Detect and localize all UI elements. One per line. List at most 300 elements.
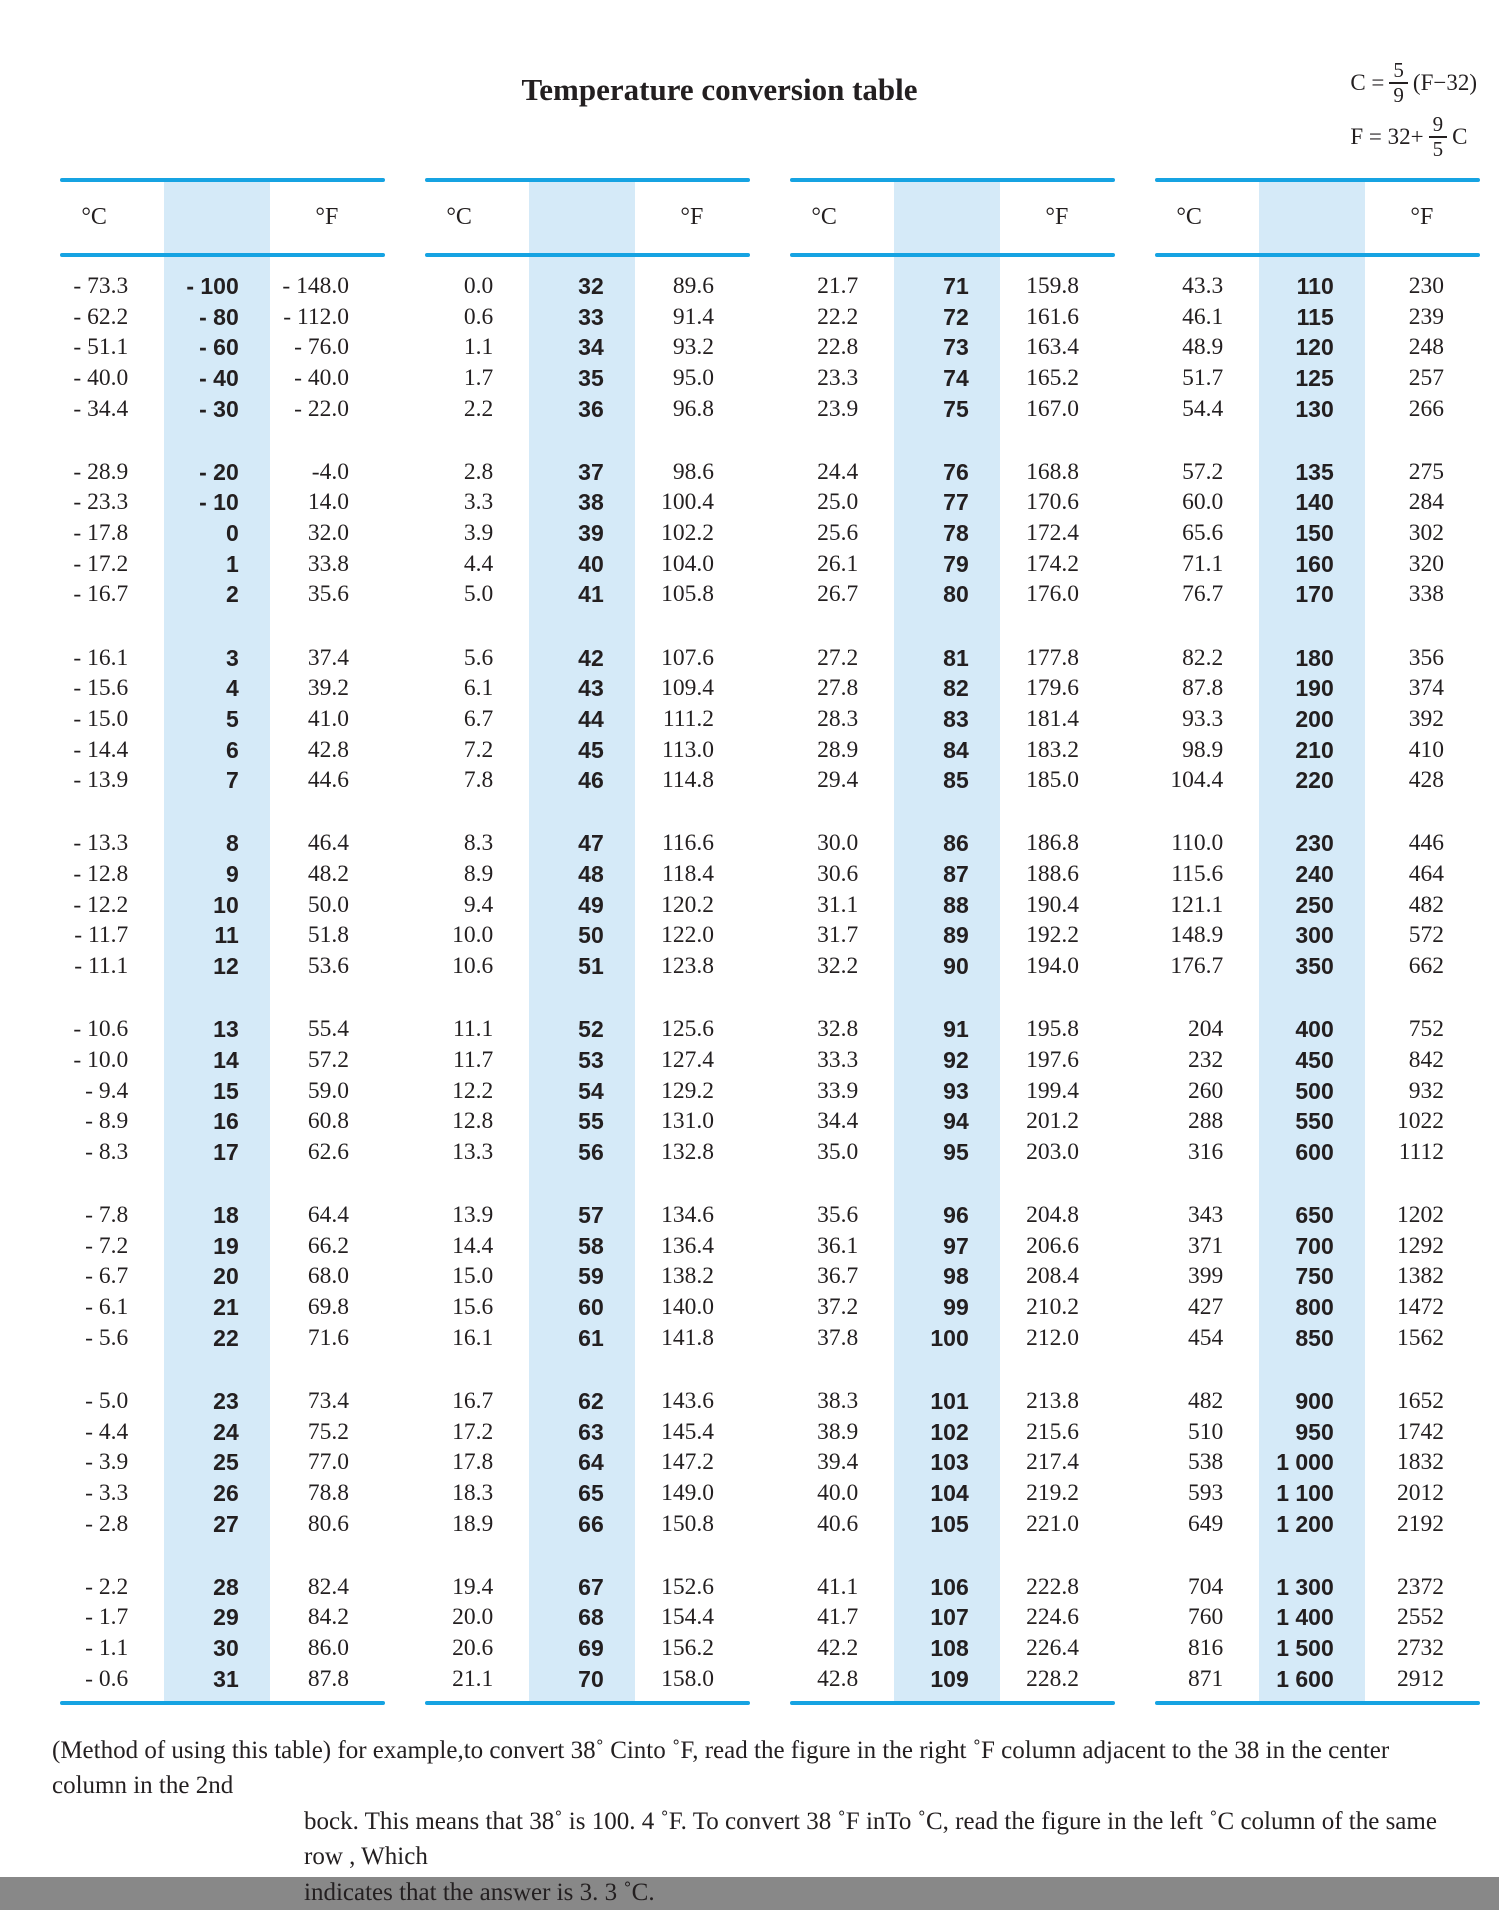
cell-center-value: 20 [213, 1263, 239, 1290]
cell-celsius: 17.8 [452, 1449, 494, 1476]
cell-center-value: 55 [578, 1108, 604, 1135]
block-gap [790, 1168, 1115, 1200]
cell-fahrenheit: 116.6 [661, 830, 714, 857]
cell-fahrenheit: 201.2 [1026, 1108, 1079, 1135]
cell-fahrenheit: 482 [1408, 891, 1444, 918]
cell-celsius: - 2.2 [85, 1573, 129, 1600]
table-row [1155, 921, 1480, 952]
table-row [425, 828, 750, 859]
cell-fahrenheit: 86.0 [307, 1635, 349, 1662]
cell-celsius: - 11.1 [74, 953, 129, 980]
rows [425, 257, 750, 1701]
table-row [60, 1386, 385, 1417]
cell-center-value: 450 [1295, 1046, 1334, 1073]
cell-celsius: 46.1 [1182, 303, 1224, 330]
cell-fahrenheit: 230 [1408, 272, 1444, 299]
cell-celsius: 20.6 [452, 1635, 494, 1662]
block-gap [60, 1539, 385, 1571]
table-row [790, 457, 1115, 488]
table-row [425, 271, 750, 302]
cell-celsius: 41.1 [817, 1573, 859, 1600]
cell-fahrenheit: 109.4 [661, 675, 714, 702]
cell-celsius: - 5.6 [85, 1324, 129, 1351]
table-row [790, 1137, 1115, 1168]
cell-celsius: 37.2 [817, 1294, 859, 1321]
cell-center-value: 1 600 [1276, 1665, 1334, 1692]
cell-celsius: - 15.6 [73, 675, 129, 702]
cell-celsius: 20.0 [452, 1604, 494, 1631]
cell-fahrenheit: 2012 [1397, 1479, 1444, 1506]
cell-center-value: 300 [1295, 922, 1334, 949]
cell-celsius: 115.6 [1171, 861, 1224, 888]
cell-celsius: 25.0 [817, 489, 859, 516]
cell-fahrenheit: 932 [1408, 1077, 1444, 1104]
block-gap [60, 1354, 385, 1386]
table-row [60, 828, 385, 859]
table-row [1155, 1447, 1480, 1478]
cell-center-value: 72 [943, 303, 969, 330]
table-row [790, 1602, 1115, 1633]
cell-center-value: 63 [578, 1418, 604, 1445]
cell-center-value: 230 [1295, 830, 1334, 857]
cell-fahrenheit: 1202 [1397, 1201, 1444, 1228]
cell-fahrenheit: 95.0 [672, 364, 714, 391]
cell-center-value: 650 [1295, 1201, 1334, 1228]
cell-celsius: - 6.7 [85, 1263, 129, 1290]
cell-celsius: 510 [1188, 1418, 1224, 1445]
table-row [425, 518, 750, 549]
table-row [60, 549, 385, 580]
cell-center-value: 1 300 [1276, 1573, 1334, 1600]
cell-center-value: 46 [578, 767, 604, 794]
cell-celsius: 760 [1188, 1604, 1224, 1631]
table-row [790, 828, 1115, 859]
cell-fahrenheit: 446 [1408, 830, 1444, 857]
table-row [60, 488, 385, 519]
cell-center-value: 74 [943, 364, 969, 391]
cell-center-value: 1 100 [1276, 1479, 1334, 1506]
cell-fahrenheit: 338 [1408, 581, 1444, 608]
table-row [1155, 1262, 1480, 1293]
cell-center-value: 97 [943, 1232, 969, 1259]
cell-center-value: 1 [225, 550, 239, 577]
cell-fahrenheit: 75.2 [307, 1418, 349, 1445]
cell-fahrenheit: 138.2 [661, 1263, 714, 1290]
cell-fahrenheit: 197.6 [1026, 1046, 1079, 1073]
cell-celsius: 148.9 [1170, 922, 1224, 949]
table-row [790, 951, 1115, 982]
cell-celsius: 0.0 [463, 272, 494, 299]
group-header [1155, 182, 1480, 253]
cell-fahrenheit: 176.0 [1026, 581, 1079, 608]
cell-center-value: 31 [213, 1665, 239, 1692]
fraction-five-ninths: $\frac{5}{9}$ [1389, 60, 1408, 107]
table-row [790, 488, 1115, 519]
block-gap [790, 610, 1115, 642]
table-row [425, 488, 750, 519]
table-row [60, 1602, 385, 1633]
cell-celsius: 65.6 [1182, 520, 1224, 547]
table-row [425, 735, 750, 766]
cell-center-value: 750 [1295, 1263, 1334, 1290]
cell-center-value: 5 [225, 705, 239, 732]
cell-fahrenheit: 96.8 [672, 395, 714, 422]
cell-center-value: 105 [930, 1510, 969, 1537]
cell-center-value: 101 [930, 1387, 969, 1414]
cell-fahrenheit: - 76.0 [294, 334, 349, 361]
cell-center-value: 13 [213, 1016, 239, 1043]
cell-center-value: - 100 [186, 272, 239, 299]
cell-fahrenheit: 149.0 [661, 1479, 714, 1506]
cell-center-value: 64 [578, 1449, 604, 1476]
table-row [1155, 1386, 1480, 1417]
cell-center-value: 39 [578, 520, 604, 547]
cell-celsius: 3.9 [463, 520, 494, 547]
cell-fahrenheit: 78.8 [307, 1479, 349, 1506]
cell-fahrenheit: 170.6 [1026, 489, 1079, 516]
cell-center-value: 210 [1295, 736, 1334, 763]
cell-center-value: 60 [578, 1294, 604, 1321]
cell-celsius: 593 [1188, 1479, 1224, 1506]
cell-center-value: 44 [578, 705, 604, 732]
cell-fahrenheit: 44.6 [307, 767, 349, 794]
cell-celsius: 371 [1188, 1232, 1224, 1259]
usage-note [52, 1733, 1459, 1910]
cell-celsius: 13.9 [452, 1201, 494, 1228]
cell-center-value: 57 [578, 1201, 604, 1228]
cell-fahrenheit: 39.2 [307, 675, 349, 702]
cell-celsius: 23.3 [817, 364, 859, 391]
cell-center-value: 67 [578, 1573, 604, 1600]
table-row [425, 1076, 750, 1107]
cell-fahrenheit: 114.8 [661, 767, 714, 794]
cell-fahrenheit: 80.6 [307, 1510, 349, 1537]
cell-fahrenheit: 51.8 [307, 922, 349, 949]
cell-fahrenheit: 132.8 [661, 1138, 714, 1165]
cell-celsius: 25.6 [817, 520, 859, 547]
cell-celsius: 40.0 [817, 1479, 859, 1506]
cell-center-value: 38 [578, 489, 604, 516]
cell-celsius: 36.1 [817, 1232, 859, 1259]
cell-center-value: 45 [578, 736, 604, 763]
cell-celsius: 538 [1188, 1449, 1224, 1476]
table-group-3 [790, 178, 1115, 1705]
cell-fahrenheit: 113.0 [661, 736, 714, 763]
block-gap [425, 610, 750, 642]
cell-fahrenheit: 145.4 [661, 1418, 714, 1445]
cell-center-value: 16 [213, 1108, 239, 1135]
cell-center-value: 36 [578, 395, 604, 422]
col-header-fahrenheit: °F [1045, 204, 1069, 230]
rule-bottom [60, 1701, 385, 1705]
cell-celsius: - 2.8 [85, 1510, 129, 1537]
formula-f-from-c [1350, 110, 1477, 164]
cell-celsius: 649 [1188, 1510, 1224, 1537]
cell-celsius: - 28.9 [73, 458, 129, 485]
cell-fahrenheit: 161.6 [1026, 303, 1079, 330]
cell-center-value: 10 [213, 891, 239, 918]
cell-center-value: 41 [578, 581, 604, 608]
cell-center-value: 9 [225, 861, 239, 888]
cell-center-value: 600 [1295, 1138, 1334, 1165]
cell-center-value: 200 [1295, 705, 1334, 732]
cell-center-value: 29 [213, 1604, 239, 1631]
cell-celsius: 204 [1188, 1016, 1224, 1043]
cell-fahrenheit: 203.0 [1026, 1138, 1079, 1165]
cell-fahrenheit: 105.8 [661, 581, 714, 608]
cell-celsius: 15.6 [452, 1294, 494, 1321]
cell-celsius: - 4.4 [85, 1418, 129, 1445]
cell-fahrenheit: 57.2 [307, 1046, 349, 1073]
cell-celsius: 8.3 [463, 830, 494, 857]
cell-center-value: 85 [943, 767, 969, 794]
table-row [425, 457, 750, 488]
cell-celsius: 33.9 [817, 1077, 859, 1104]
cell-fahrenheit: 2732 [1397, 1635, 1444, 1662]
group-header [790, 182, 1115, 253]
table-row [1155, 1231, 1480, 1262]
cell-celsius: 10.6 [452, 953, 494, 980]
table-row [425, 1200, 750, 1231]
cell-center-value: 700 [1295, 1232, 1334, 1259]
conversion-formulas [1350, 56, 1477, 164]
cell-center-value: 81 [943, 644, 969, 671]
cell-celsius: 316 [1188, 1138, 1224, 1165]
table-row [60, 302, 385, 333]
cell-fahrenheit: 320 [1408, 550, 1444, 577]
cell-celsius: - 15.0 [73, 705, 129, 732]
cell-center-value: 59 [578, 1263, 604, 1290]
table-row [1155, 828, 1480, 859]
cell-center-value: - 30 [199, 395, 239, 422]
cell-celsius: 21.7 [817, 272, 859, 299]
table-row [1155, 271, 1480, 302]
page-title: Temperature conversion table [521, 72, 918, 107]
table-row [425, 1447, 750, 1478]
cell-fahrenheit: 239 [1408, 303, 1444, 330]
cell-fahrenheit: - 112.0 [283, 303, 349, 330]
cell-fahrenheit: 140.0 [661, 1294, 714, 1321]
table-row [60, 1633, 385, 1664]
table-row [425, 1045, 750, 1076]
cell-fahrenheit: 186.8 [1026, 830, 1079, 857]
cell-celsius: - 7.2 [85, 1232, 129, 1259]
rows [790, 257, 1115, 1701]
cell-celsius: 176.7 [1170, 953, 1224, 980]
cell-center-value: 96 [943, 1201, 969, 1228]
cell-center-value: 99 [943, 1294, 969, 1321]
table-row [425, 1509, 750, 1540]
cell-fahrenheit: 136.4 [661, 1232, 714, 1259]
cell-center-value: 77 [943, 489, 969, 516]
cell-center-value: 33 [578, 303, 604, 330]
cell-celsius: 5.6 [463, 644, 494, 671]
cell-fahrenheit: - 22.0 [294, 395, 349, 422]
cell-center-value: 80 [943, 581, 969, 608]
cell-center-value: 170 [1295, 581, 1334, 608]
cell-celsius: - 23.3 [73, 489, 129, 516]
cell-celsius: 110.0 [1171, 830, 1224, 857]
table-row [790, 1417, 1115, 1448]
cell-center-value: 350 [1295, 953, 1334, 980]
cell-center-value: 56 [578, 1138, 604, 1165]
table-row [790, 704, 1115, 735]
fraction-nine-fifths: $\frac{9}{5}$ [1429, 114, 1448, 161]
table-row [425, 1262, 750, 1293]
cell-celsius: 11.1 [452, 1016, 494, 1043]
table-row [790, 890, 1115, 921]
cell-center-value: 106 [930, 1573, 969, 1600]
formula-f-lhs: F = 32+ [1350, 124, 1424, 149]
cell-center-value: 27 [213, 1510, 239, 1537]
block-gap [790, 1539, 1115, 1571]
cell-celsius: 41.7 [817, 1604, 859, 1631]
cell-fahrenheit: 82.4 [307, 1573, 349, 1600]
cell-center-value: 76 [943, 458, 969, 485]
cell-celsius: 1.1 [463, 334, 494, 361]
table-row [1155, 332, 1480, 363]
table-row [425, 394, 750, 425]
cell-center-value: 54 [578, 1077, 604, 1104]
table-row [60, 921, 385, 952]
cell-center-value: 1 500 [1276, 1635, 1334, 1662]
cell-fahrenheit: 195.8 [1026, 1016, 1079, 1043]
cell-center-value: - 10 [199, 489, 239, 516]
table-row [60, 1262, 385, 1293]
cell-fahrenheit: 50.0 [307, 891, 349, 918]
table-row [60, 1572, 385, 1603]
cell-center-value: 220 [1295, 767, 1334, 794]
cell-fahrenheit: 284 [1408, 489, 1444, 516]
table-row [60, 1014, 385, 1045]
table-row [60, 643, 385, 674]
block-gap [425, 1539, 750, 1571]
cell-center-value: 26 [213, 1479, 239, 1506]
table-row [60, 1447, 385, 1478]
cell-celsius: 42.8 [817, 1665, 859, 1692]
cell-fahrenheit: 1022 [1397, 1108, 1444, 1135]
cell-fahrenheit: 192.2 [1026, 922, 1079, 949]
cell-celsius: 18.9 [452, 1510, 494, 1537]
cell-celsius: 54.4 [1182, 395, 1224, 422]
cell-celsius: 704 [1188, 1573, 1224, 1600]
block-gap [1155, 610, 1480, 642]
block-gap [60, 796, 385, 828]
cell-fahrenheit: 1832 [1397, 1449, 1444, 1476]
block-gap [60, 610, 385, 642]
cell-center-value: 88 [943, 891, 969, 918]
table-row [790, 859, 1115, 890]
cell-fahrenheit: 127.4 [661, 1046, 714, 1073]
cell-fahrenheit: 168.8 [1026, 458, 1079, 485]
table-row [425, 704, 750, 735]
cell-celsius: - 17.2 [73, 550, 129, 577]
table-row [60, 518, 385, 549]
formula-c-lhs: C = [1350, 70, 1385, 95]
block-gap [790, 1354, 1115, 1386]
cell-center-value: 82 [943, 675, 969, 702]
rule-bottom [1155, 1701, 1480, 1705]
cell-celsius: - 40.0 [73, 364, 129, 391]
cell-center-value: 180 [1295, 644, 1334, 671]
cell-fahrenheit: - 40.0 [294, 364, 349, 391]
table-row [1155, 1323, 1480, 1354]
table-row [1155, 643, 1480, 674]
rows [60, 257, 385, 1701]
cell-center-value: - 40 [199, 364, 239, 391]
cell-celsius: 260 [1188, 1077, 1224, 1104]
cell-celsius: 14.4 [452, 1232, 494, 1259]
table-row [790, 363, 1115, 394]
cell-center-value: 550 [1295, 1108, 1334, 1135]
table-row [1155, 1292, 1480, 1323]
table-row [60, 765, 385, 796]
cell-center-value: 190 [1295, 675, 1334, 702]
cell-center-value: 53 [578, 1046, 604, 1073]
table-row [60, 1323, 385, 1354]
cell-celsius: 12.8 [452, 1108, 494, 1135]
cell-center-value: 92 [943, 1046, 969, 1073]
cell-celsius: 11.7 [452, 1046, 494, 1073]
cell-center-value: 68 [578, 1604, 604, 1631]
cell-center-value: 91 [943, 1016, 969, 1043]
cell-fahrenheit: 2552 [1397, 1604, 1444, 1631]
cell-fahrenheit: 122.0 [661, 922, 714, 949]
cell-celsius: - 17.8 [73, 520, 129, 547]
cell-center-value: 4 [225, 675, 239, 702]
col-header-celsius: °C [81, 204, 107, 230]
table-row [1155, 549, 1480, 580]
cell-fahrenheit: 156.2 [661, 1635, 714, 1662]
cell-celsius: 40.6 [817, 1510, 859, 1537]
table-row [60, 271, 385, 302]
cell-celsius: 37.8 [817, 1324, 859, 1351]
cell-fahrenheit: 1562 [1397, 1324, 1444, 1351]
cell-fahrenheit: 55.4 [307, 1016, 349, 1043]
cell-celsius: 27.8 [817, 675, 859, 702]
cell-center-value: 15 [213, 1077, 239, 1104]
cell-center-value: 50 [578, 922, 604, 949]
formula-c-rhs: (F−32) [1412, 70, 1477, 95]
table-row [60, 1137, 385, 1168]
cell-fahrenheit: 2912 [1397, 1665, 1444, 1692]
cell-fahrenheit: 2372 [1397, 1573, 1444, 1600]
table-row [425, 921, 750, 952]
block-gap [425, 796, 750, 828]
cell-celsius: 82.2 [1182, 644, 1224, 671]
table-row [425, 1323, 750, 1354]
cell-fahrenheit: 37.4 [307, 644, 349, 671]
cell-center-value: 28 [213, 1573, 239, 1600]
cell-fahrenheit: 167.0 [1026, 395, 1079, 422]
cell-fahrenheit: 842 [1408, 1046, 1444, 1073]
cell-center-value: 93 [943, 1077, 969, 1104]
cell-celsius: - 3.9 [85, 1449, 129, 1476]
table-row [790, 1447, 1115, 1478]
cell-fahrenheit: 48.2 [307, 861, 349, 888]
cell-fahrenheit: 93.2 [672, 334, 714, 361]
table-row [60, 1200, 385, 1231]
block-gap [60, 1168, 385, 1200]
cell-center-value: 800 [1295, 1294, 1334, 1321]
table-row [60, 673, 385, 704]
cell-fahrenheit: 181.4 [1026, 705, 1079, 732]
table-row [1155, 1417, 1480, 1448]
cell-celsius: - 7.8 [85, 1201, 129, 1228]
cell-center-value: 69 [578, 1635, 604, 1662]
table-row [790, 1509, 1115, 1540]
cell-fahrenheit: 204.8 [1026, 1201, 1079, 1228]
